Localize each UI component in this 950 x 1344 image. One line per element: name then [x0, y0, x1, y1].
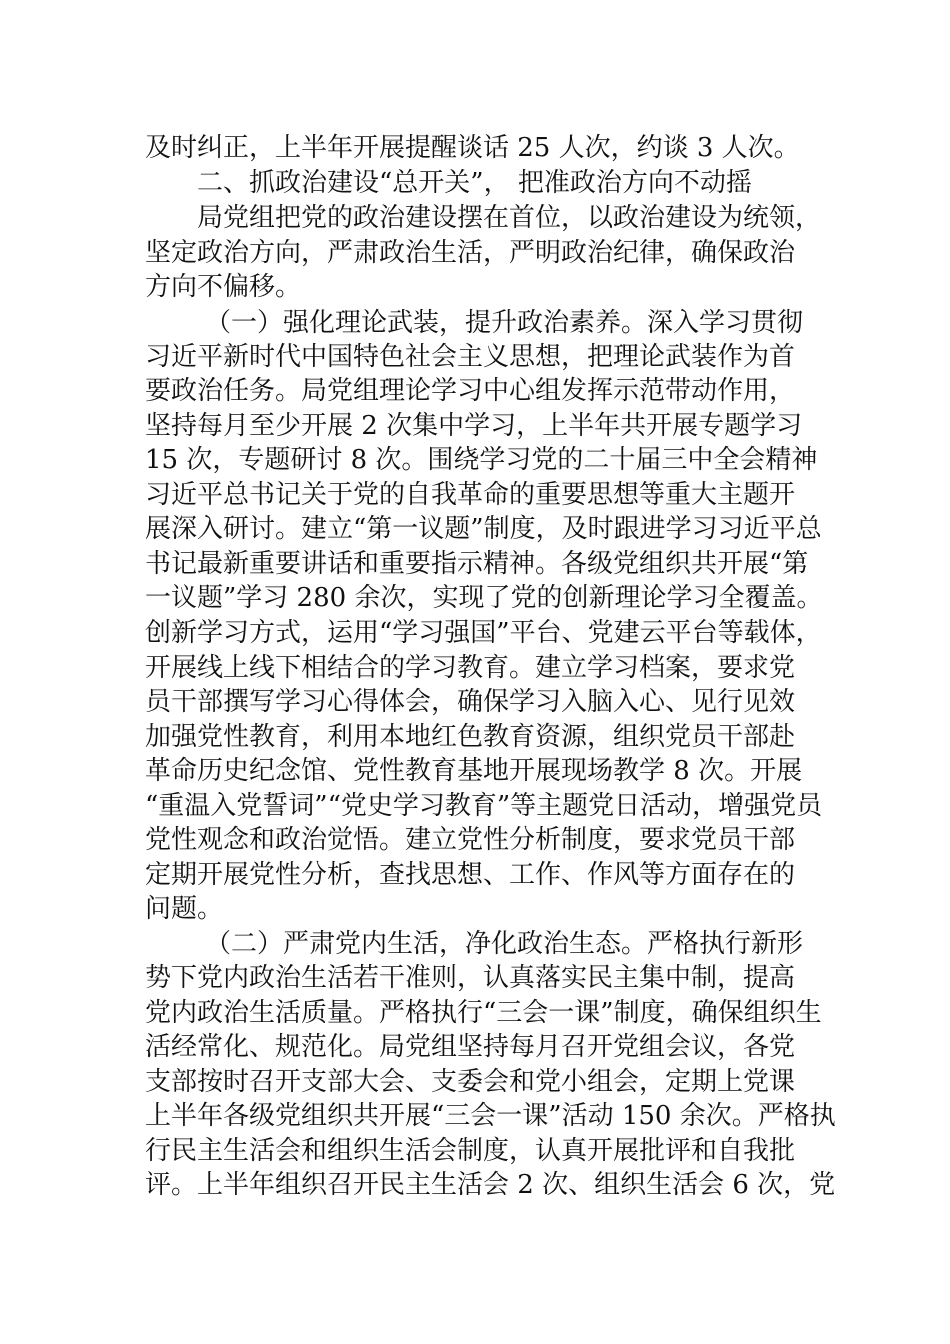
- text-line: 局党组把党的政治建设摆在首位，以政治建设为统领，: [197, 203, 822, 233]
- text-line: 开展线上线下相结合的学习教育。建立学习档案，要求党: [145, 653, 796, 683]
- text-line: 党性观念和政治觉悟。建立党性分析制度，要求党员干部: [145, 825, 796, 855]
- text-line: 党内政治生活质量。严格执行“三会一课”制度，确保组织生: [145, 998, 822, 1028]
- text-line: 员干部撰写学习心得体会，确保学习入脑入心、见行见效: [145, 687, 796, 717]
- text-line: 要政治任务。局党组理论学习中心组发挥示范带动作用，: [145, 376, 796, 406]
- text-line: 活经常化、规范化。局党组坚持每月召开党组会议，各党: [145, 1032, 796, 1062]
- text-line: 方向不偏移。: [145, 272, 302, 302]
- section-heading: 二、抓政治建设“总开关”， 把准政治方向不动摇: [197, 168, 752, 198]
- text-line: 习近平总书记关于党的自我革命的重要思想等重大主题开: [145, 480, 796, 510]
- text-line: 坚持每月至少开展 2 次集中学习，上半年共开展专题学习: [145, 411, 803, 441]
- text-line: 习近平新时代中国特色社会主义思想，把理论武装作为首: [145, 342, 796, 372]
- text-line: 书记最新重要讲话和重要指示精神。各级党组织共开展“第: [145, 549, 809, 579]
- subsection-line: （二）严肃党内生活，净化政治生态。严格执行新形: [205, 929, 804, 959]
- text-line: 革命历史纪念馆、党性教育基地开展现场教学 8 次。开展: [145, 756, 803, 786]
- text-line: 坚定政治方向，严肃政治生活，严明政治纪律，确保政治: [145, 238, 796, 268]
- text-line: 一议题”学习 280 余次，实现了党的创新理论学习全覆盖。: [145, 583, 823, 613]
- subsection-line: （一）强化理论武装，提升政治素养。深入学习贯彻: [205, 308, 804, 338]
- text-line: 加强党性教育，利用本地红色教育资源，组织党员干部赴: [145, 722, 796, 752]
- text-line: 行民主生活会和组织生活会制度，认真开展批评和自我批: [145, 1136, 796, 1166]
- text-line: 上半年各级党组织共开展“三会一课”活动 150 余次。严格执: [145, 1101, 836, 1131]
- text-line: 评。上半年组织召开民主生活会 2 次、组织生活会 6 次，党: [145, 1170, 836, 1200]
- text-line: 势下党内政治生活若干准则，认真落实民主集中制，提高: [145, 963, 796, 993]
- text-line: 定期开展党性分析，查找思想、工作、作风等方面存在的: [145, 860, 796, 890]
- text-line: “重温入党誓词”“党史学习教育”等主题党日活动，增强党员: [145, 791, 823, 821]
- text-line: 及时纠正，上半年开展提醒谈话 25 人次，约谈 3 人次。: [145, 133, 800, 163]
- text-line: 展深入研讨。建立“第一议题”制度，及时跟进学习习近平总: [145, 514, 822, 544]
- text-line: 创新学习方式，运用“学习强国”平台、党建云平台等载体，: [145, 618, 822, 648]
- text-line: 15 次，专题研讨 8 次。围绕学习党的二十届三中全会精神: [145, 445, 818, 475]
- text-line: 支部按时召开支部大会、支委会和党小组会，定期上党课: [145, 1067, 796, 1097]
- text-line: 问题。: [145, 894, 224, 924]
